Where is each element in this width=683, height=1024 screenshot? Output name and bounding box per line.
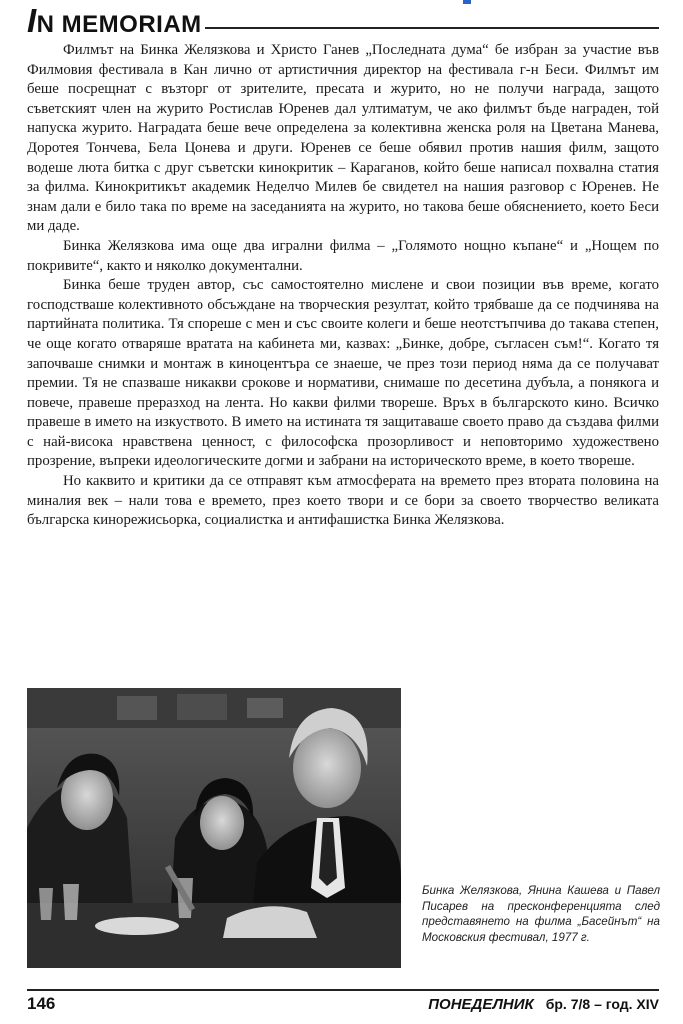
article-body — [27, 41, 659, 531]
article-paragraph: Бинка беше труден автор, със самостоятелно мислене и свои позиции във време, когато господстваше колективното обсъждане на творческия резултат, който трябваше да се подчинява на партийната политика. Тя спореше с мен и със своите колеги и беше неотстъпчива до такава степен, че още когато отваряше вратата на кабинета ми, казвах: „Бинке, добре, съгласен съм!“. Когато тя започваше снимки и монтаж в киноцентъра се знаеше, че през този период няма да се получават премии. Тя не спазваше никакви срокове и нормативи, снимаше по десетина дубъла, а понякога и повече, правеше преразход на лента. Но какви филми творeше. Връх в българското кино. Всичко правеше в името на изкуството. В името на истината тя защитаваше своето право да създава филми с най-висока нравствена ценност, с философска прозорливост и неповторимо художествено прозрение, въпреки идеологическите догми и забрани на историческото време, в което творeше. — [27, 277, 659, 470]
article-paragraph: Но каквито и критики да се отправят към атмосферата на времето през втората половина на миналия век – нали това е времето, през което твори и се бори за своето творчество великата българска кинорежисьорка, социалистка и антифашистка Бинка Желязкова. — [27, 473, 659, 529]
magazine-name: ПОНЕДЕЛНИК — [428, 996, 534, 1013]
section-title-initial: I — [27, 2, 37, 39]
issue-info: бр. 7/8 – год. XIV — [545, 996, 659, 1012]
page-number: 146 — [27, 994, 56, 1013]
section-header — [27, 2, 659, 39]
page-footer — [27, 992, 659, 1016]
article-paragraph: Бинка Желязкова има още два игрални филма – „Голямото нощно къпане“ и „Нощем по покривите“, както и няколко документални. — [27, 237, 659, 274]
section-title — [27, 2, 202, 40]
photo-illustration — [27, 688, 401, 968]
top-accent-mark — [463, 0, 471, 4]
article-paragraph: Филмът на Бинка Желязкова и Христо Ганев „Последната дума“ бе избран за участие във Филмовия фестивала в Кан лично от артистичния директор на фестивала г-н Беси. Филмът им беше посрещнат с възторг от зрителите, пресата и журито, но не получи награда, защото съветският член на журито Ростислав Юренев дал ултиматум, че ако филмът бъде награден, той напуска журито. Наградата беше вече определена за колективна женска роля на Цветана Манева, Доротея Тончева, Бела Цонева и други. Юренев се беше обявил против нашия филм, защото водеше люта битка с друг съветски кинокритик – Караганов, който беше написал похвална статия за филма. Кинокритикът академик Неделчо Милев бе свидетел на нашия разговор с Юренев. Не знам дали е било така по време на заседанията на журито, но такова беше обяснението, което Беси ми даде. — [27, 42, 659, 235]
photo-caption: Бинка Желязкова, Янина Кашева и Павел Писарев на пресконференцията след представянето на филма „Басейнът“ на Московския фестивал, 1977 г. — [422, 884, 660, 944]
header-rule — [205, 27, 659, 29]
footer-publication — [428, 992, 659, 1017]
footer-rule — [27, 989, 659, 991]
press-conference-photo — [27, 688, 401, 968]
section-title-rest: N MEMORIAM — [36, 11, 202, 38]
